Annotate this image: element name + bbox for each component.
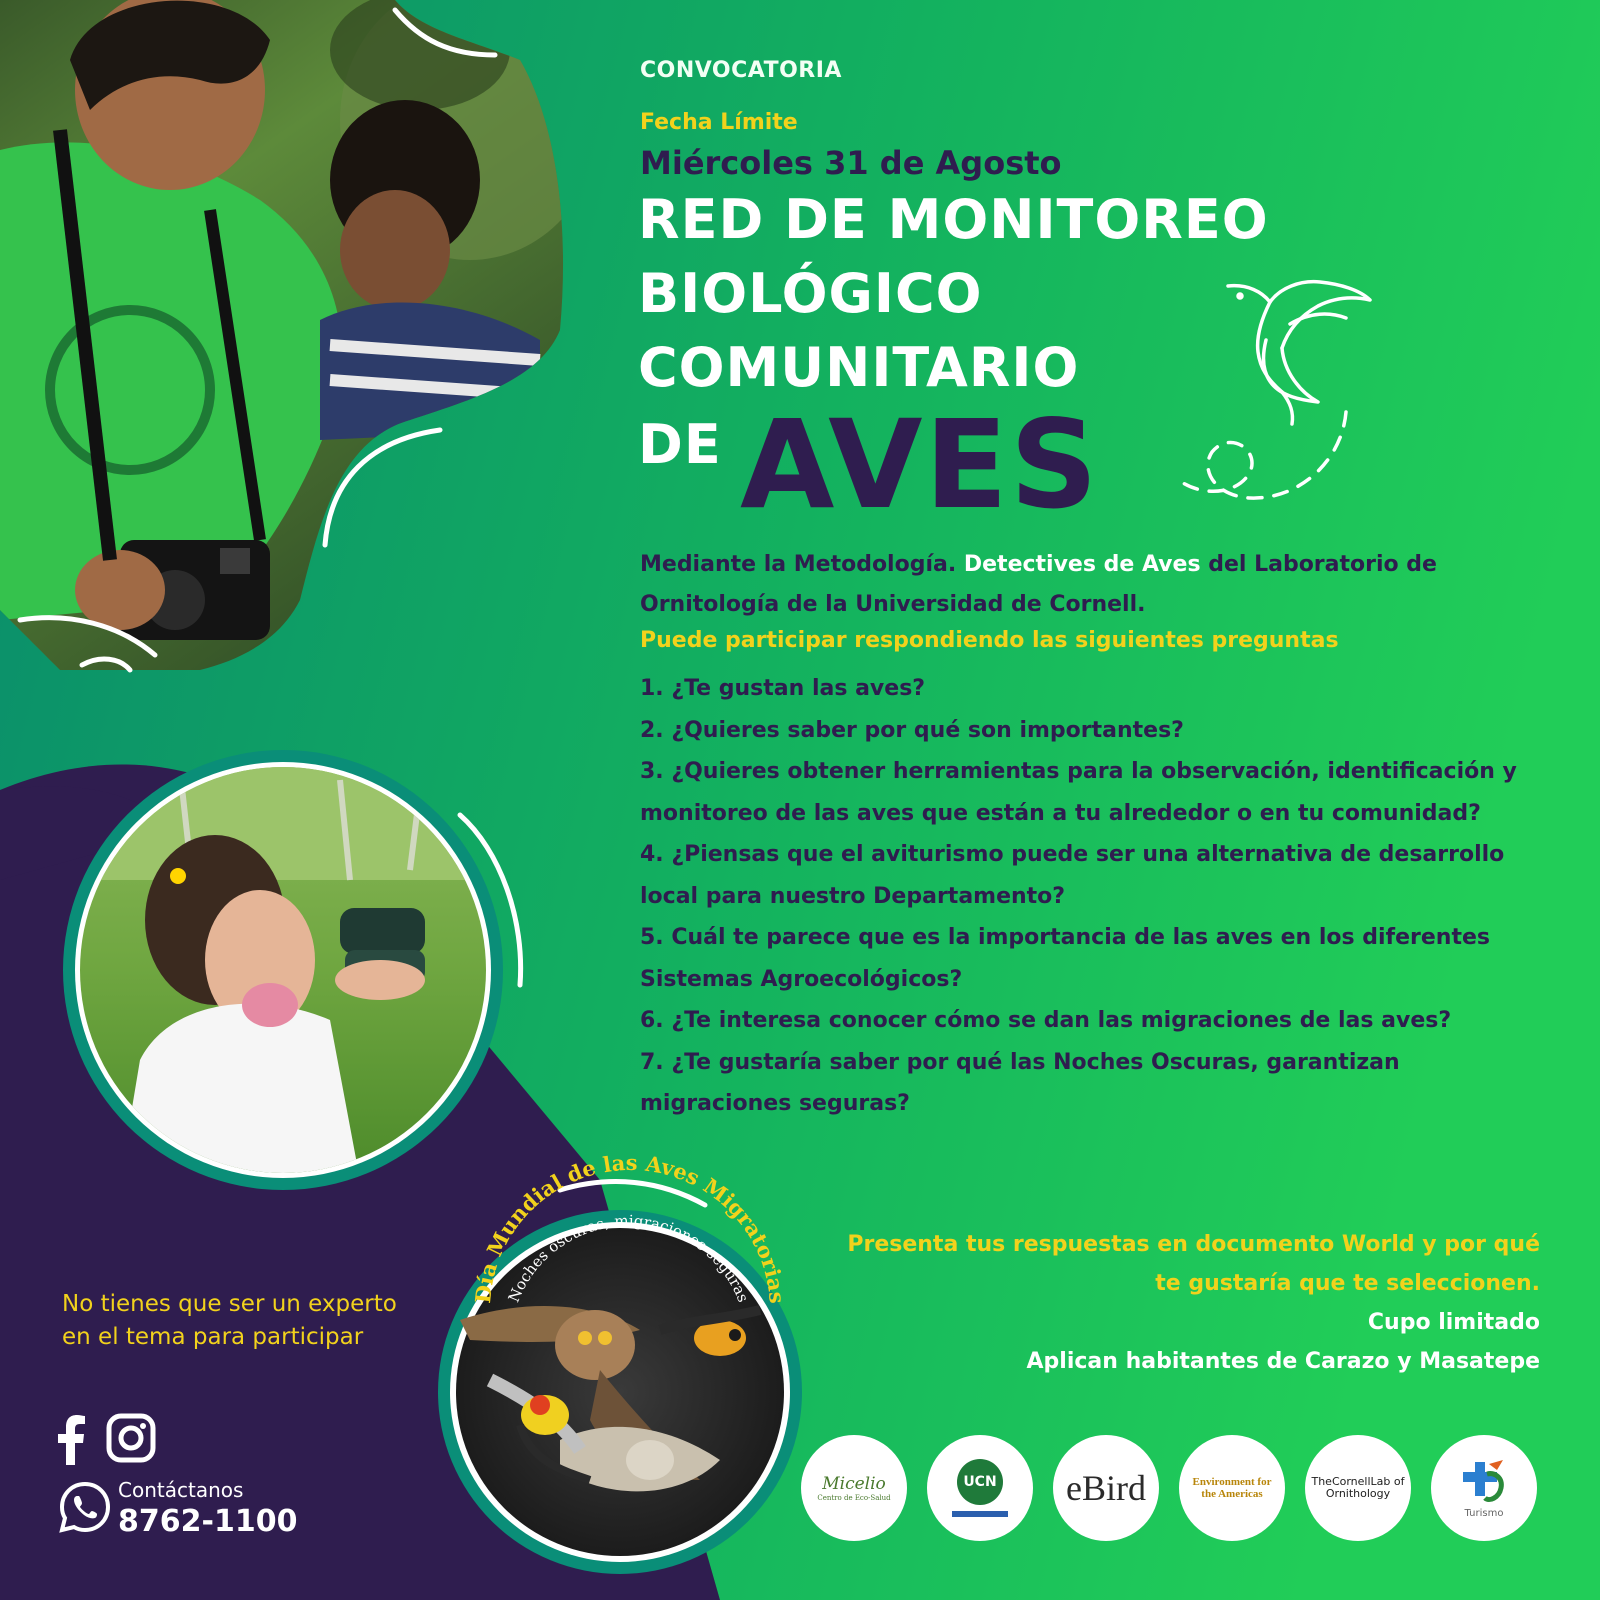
micelio-logo (801, 1435, 907, 1541)
deadline-date: Miércoles 31 de Agosto (640, 144, 1062, 182)
intro-part-2: del Laboratorio de Ornitología de la Universidad de Cornell. (640, 552, 1437, 617)
question-item: 2. ¿Quieres saber por qué son importantes? (640, 717, 1184, 743)
cta-limited-text: Cupo limitado (1367, 1310, 1540, 1335)
cornell-lab-logo (1305, 1435, 1411, 1541)
question-item: 3. ¿Quieres obtener herramientas para la observación, identificación y monitoreo de las aves que están a tu alrededor o en tu comunidad? (640, 759, 1517, 826)
question-item: 1. ¿Te gustan las aves? (640, 676, 926, 701)
question-item: 4. ¿Piensas que el aviturismo puede ser una alternativa de desarrollo local para nuestro Departamento? (640, 842, 1505, 909)
facebook-icon[interactable] (56, 1415, 86, 1465)
call-to-action (820, 1225, 1540, 1381)
question-item: 6. ¿Te interesa conocer cómo se dan las migraciones de las aves? (640, 1008, 1452, 1033)
micelio-logo-subtext: Centro de Eco-Salud (817, 1494, 891, 1502)
whatsapp-icon[interactable] (58, 1480, 112, 1534)
turismo-logo-text: Turismo (1464, 1507, 1504, 1519)
turismo-cross-icon (1459, 1458, 1509, 1508)
cta-eligibility-text: Aplican habitantes de Carazo y Masatepe (1026, 1349, 1540, 1374)
ucn-logo (927, 1435, 1033, 1541)
instagram-icon[interactable] (106, 1413, 156, 1463)
ebird-logo (1053, 1435, 1159, 1541)
title-line-4: DE (638, 413, 722, 476)
environment-americas-logo (1179, 1435, 1285, 1541)
intro-highlight: Detectives de Aves (963, 552, 1201, 577)
intro-text (640, 545, 1530, 625)
call-label: CONVOCATORIA (640, 58, 842, 83)
cta-submit-text: Presenta tus respuestas en documento World y por qué te gustaría que te seleccionen. (847, 1232, 1540, 1296)
turismo-logo (1431, 1435, 1537, 1541)
badge-subtitle: Noches oscuras, migraciones seguras (504, 1211, 753, 1305)
question-item: 5. Cuál te parece que es la importancia de las aves en los diferentes Sistemas Agroecológicos? (640, 925, 1490, 992)
environment-americas-logo-text: Environment for the Americas (1192, 1476, 1272, 1500)
ebird-logo-text: eBird (1066, 1468, 1146, 1508)
questions-list (640, 668, 1520, 1125)
cornell-lab-logo-text: TheCornellLab of Ornithology (1311, 1475, 1405, 1500)
title-line-2: BIOLÓGICO (638, 262, 983, 325)
micelio-logo-text: Micelio (822, 1474, 886, 1494)
no-expert-note: No tienes que ser un experto en el tema para participar (62, 1291, 397, 1350)
questions-prompt: Puede participar respondiendo las siguientes preguntas (640, 628, 1339, 653)
contact-phone[interactable]: 8762-1100 (118, 1504, 298, 1539)
question-item: 7. ¿Te gustaría saber por qué las Noches Oscuras, garantizan migraciones seguras? (640, 1049, 1400, 1116)
title-line-3: COMUNITARIO (638, 336, 1080, 399)
contact-label: Contáctanos (118, 1478, 244, 1502)
intro-part-1: Mediante la Metodología. (640, 552, 964, 577)
title-highlight: AVES (740, 394, 1100, 536)
badge-title: Día Mundial de las Aves Migratorias (469, 1149, 790, 1305)
title-line-1: RED DE MONITOREO (638, 188, 1269, 251)
deadline-label: Fecha Límite (640, 110, 798, 135)
ucn-logo-text: UCN (957, 1459, 1003, 1505)
